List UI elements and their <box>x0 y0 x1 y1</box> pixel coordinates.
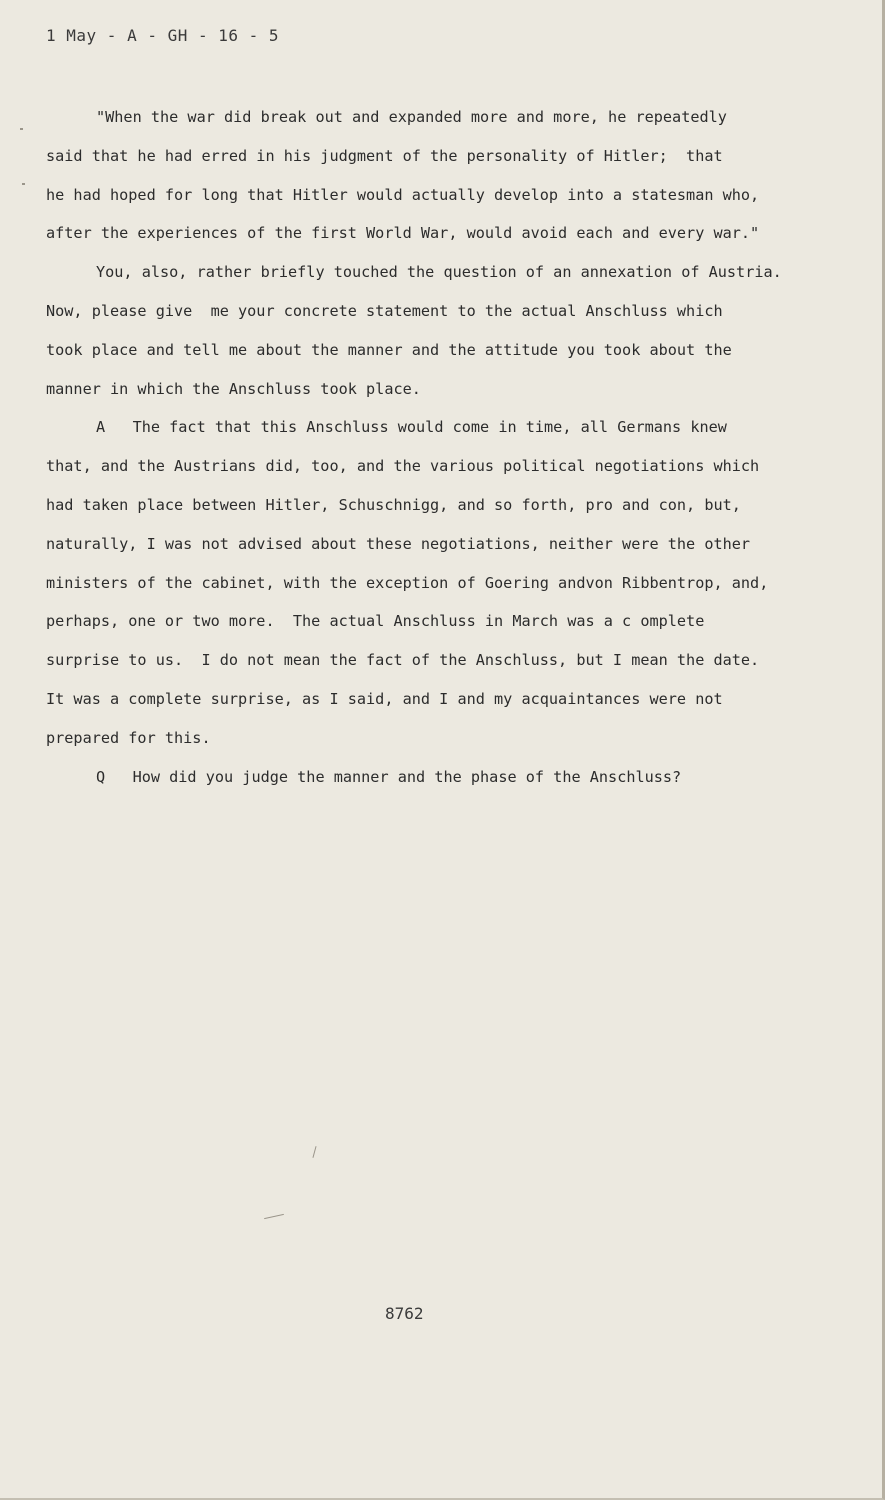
text-line: It was a complete surprise, as I said, and I and my acquaintances were not <box>46 689 723 708</box>
stray-mark <box>20 128 23 130</box>
document-body <box>46 98 826 796</box>
text-line: took place and tell me about the manner and the attitude you took about the <box>46 340 732 359</box>
text-line: manner in which the Anschluss took place. <box>46 379 421 398</box>
text-line: ministers of the cabinet, with the exception of Goering andvon Ribbentrop, and, <box>46 573 769 592</box>
text-line: "When the war did break out and expanded more and more, he repeatedly <box>96 108 727 126</box>
text-line: he had hoped for long that Hitler would actually develop into a statesman who, <box>46 185 760 204</box>
text-line: Now, please give me your concrete statement to the actual Anschluss which <box>46 301 723 320</box>
text-line: after the experiences of the first World War, would avoid each and every war." <box>46 224 760 243</box>
text-line: You, also, rather briefly touched the question of an annexation of Austria. <box>96 263 782 282</box>
page-number: 8762 <box>385 1304 424 1323</box>
text-line: A The fact that this Anschluss would come in time, all Germans knew <box>96 418 727 437</box>
stray-mark <box>264 1214 284 1219</box>
stray-mark <box>22 183 25 185</box>
text-line: Q How did you judge the manner and the phase of the Anschluss? <box>96 767 682 786</box>
text-line: surprise to us. I do not mean the fact of the Anschluss, but I mean the date. <box>46 651 760 670</box>
text-line: perhaps, one or two more. The actual Anschluss in March was a c omplete <box>46 612 705 631</box>
document-header: 1 May - A - GH - 16 - 5 <box>46 26 280 45</box>
text-line: said that he had erred in his judgment of the personality of Hitler; that <box>46 146 723 165</box>
text-line: prepared for this. <box>46 728 211 747</box>
text-line: naturally, I was not advised about these negotiations, neither were the other <box>46 534 751 553</box>
stray-mark <box>312 1146 316 1158</box>
text-line: had taken place between Hitler, Schuschnigg, and so forth, pro and con, but, <box>46 495 741 514</box>
text-line: that, and the Austrians did, too, and the various political negotiations which <box>46 457 760 476</box>
